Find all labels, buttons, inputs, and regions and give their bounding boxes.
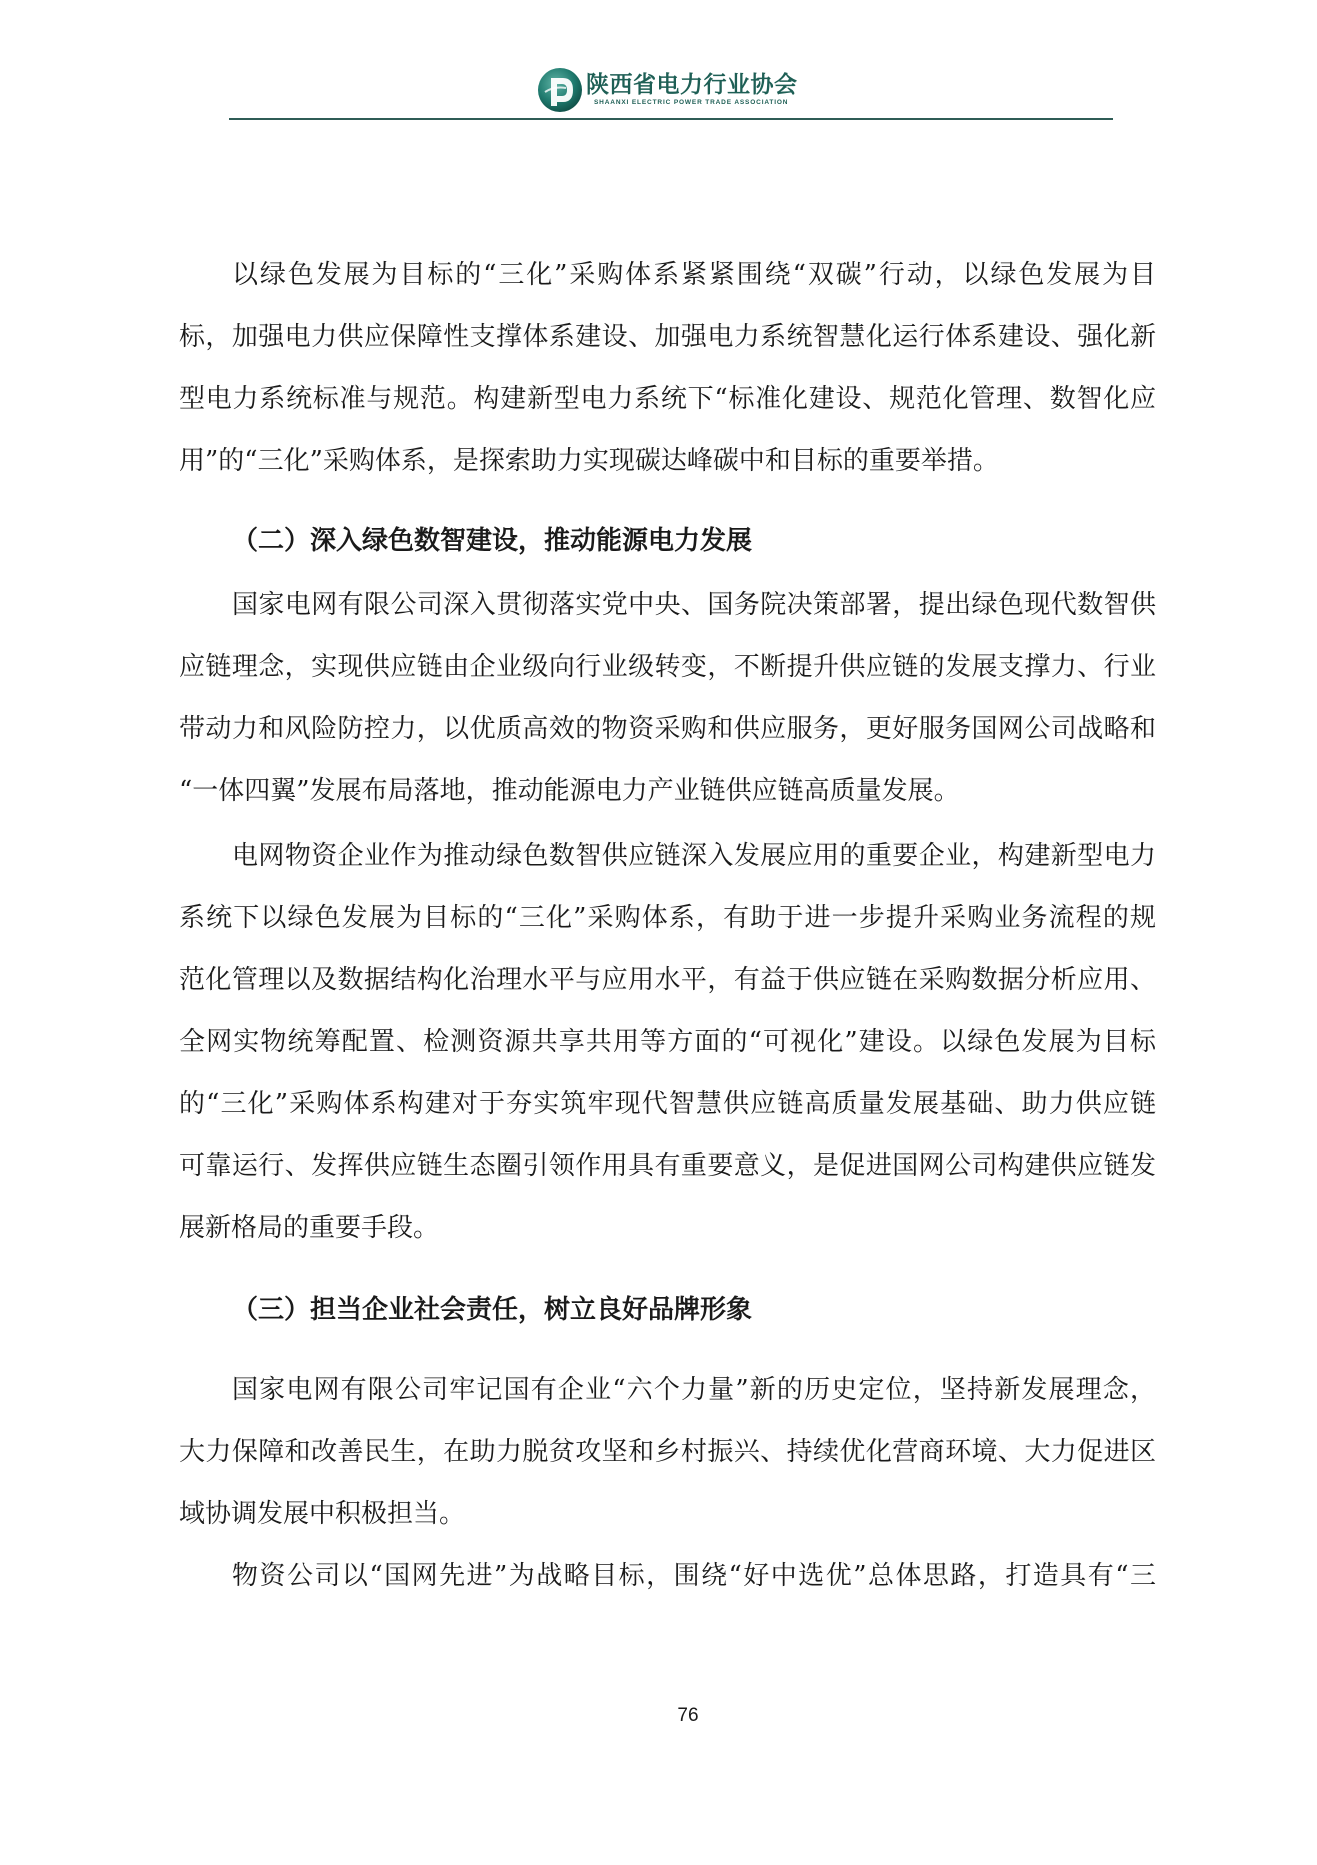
text-line: 范化管理以及数据结构化治理水平与应用水平，有益于供应链在采购数据分析应用、 bbox=[179, 965, 1156, 995]
association-logo-subtext: SHAANXI ELECTRIC POWER TRADE ASSOCIATION bbox=[594, 99, 789, 106]
text-line: 可靠运行、发挥供应链生态圈引领作用具有重要意义，是促进国网公司构建供应链发 bbox=[179, 1151, 1156, 1181]
paragraph-3 bbox=[179, 825, 1156, 1259]
text-line: 应链理念，实现供应链由企业级向行业级转变，不断提升供应链的发展支撑力、行业 bbox=[179, 652, 1156, 682]
header-divider bbox=[229, 118, 1113, 120]
text-line: 用”的“三化”采购体系，是探索助力实现碳达峰碳中和目标的重要举措。 bbox=[179, 446, 999, 476]
text-line: 带动力和风险防控力，以优质高效的物资采购和供应服务，更好服务国网公司战略和 bbox=[179, 714, 1156, 744]
text-line: “一体四翼”发展布局落地，推动能源电力产业链供应链高质量发展。 bbox=[179, 776, 960, 806]
text-line: 大力保障和改善民生，在助力脱贫攻坚和乡村振兴、持续优化营商环境、大力促进区 bbox=[179, 1437, 1156, 1467]
text-line: 展新格局的重要手段。 bbox=[179, 1213, 440, 1243]
text-line: 系统下以绿色发展为目标的“三化”采购体系，有助于进一步提升采购业务流程的规 bbox=[179, 903, 1156, 933]
paragraph-1 bbox=[179, 244, 1156, 492]
text-line: 型电力系统标准与规范。构建新型电力系统下“标准化建设、规范化管理、数智化应 bbox=[179, 384, 1156, 414]
text-line: 物资公司以“国网先进”为战略目标，围绕“好中选优”总体思路，打造具有“三 bbox=[232, 1561, 1156, 1591]
section-heading-3 bbox=[179, 1279, 1156, 1341]
section-heading-text: （二）深入绿色数智建设，推动能源电力发展 bbox=[232, 526, 753, 556]
text-line: 以绿色发展为目标的“三化”采购体系紧紧围绕“双碳”行动，以绿色发展为目 bbox=[232, 260, 1156, 290]
paragraph-2 bbox=[179, 574, 1156, 822]
text-line: 国家电网有限公司牢记国有企业“六个力量”新的历史定位，坚持新发展理念， bbox=[232, 1375, 1156, 1405]
section-heading-text: （三）担当企业社会责任，树立良好品牌形象 bbox=[232, 1295, 753, 1325]
text-line: 域协调发展中积极担当。 bbox=[179, 1499, 466, 1529]
text-line: 标，加强电力供应保障性支撑体系建设、加强电力系统智慧化运行体系建设、强化新 bbox=[179, 322, 1156, 352]
association-emblem-icon bbox=[536, 66, 584, 114]
paragraph-5 bbox=[179, 1545, 1156, 1607]
text-line: 国家电网有限公司深入贯彻落实党中央、国务院决策部署，提出绿色现代数智供 bbox=[232, 590, 1156, 620]
page-number: 76 bbox=[677, 1705, 699, 1726]
text-line: 全网实物统筹配置、检测资源共享共用等方面的“可视化”建设。以绿色发展为目标 bbox=[179, 1027, 1156, 1057]
text-line: 的“三化”采购体系构建对于夯实筑牢现代智慧供应链高质量发展基础、助力供应链 bbox=[179, 1089, 1156, 1119]
text-line: 电网物资企业作为推动绿色数智供应链深入发展应用的重要企业，构建新型电力 bbox=[232, 841, 1156, 871]
section-heading-2 bbox=[179, 510, 1156, 572]
association-logo-text: 陕西省电力行业协会 bbox=[586, 72, 798, 98]
paragraph-4 bbox=[179, 1359, 1156, 1545]
